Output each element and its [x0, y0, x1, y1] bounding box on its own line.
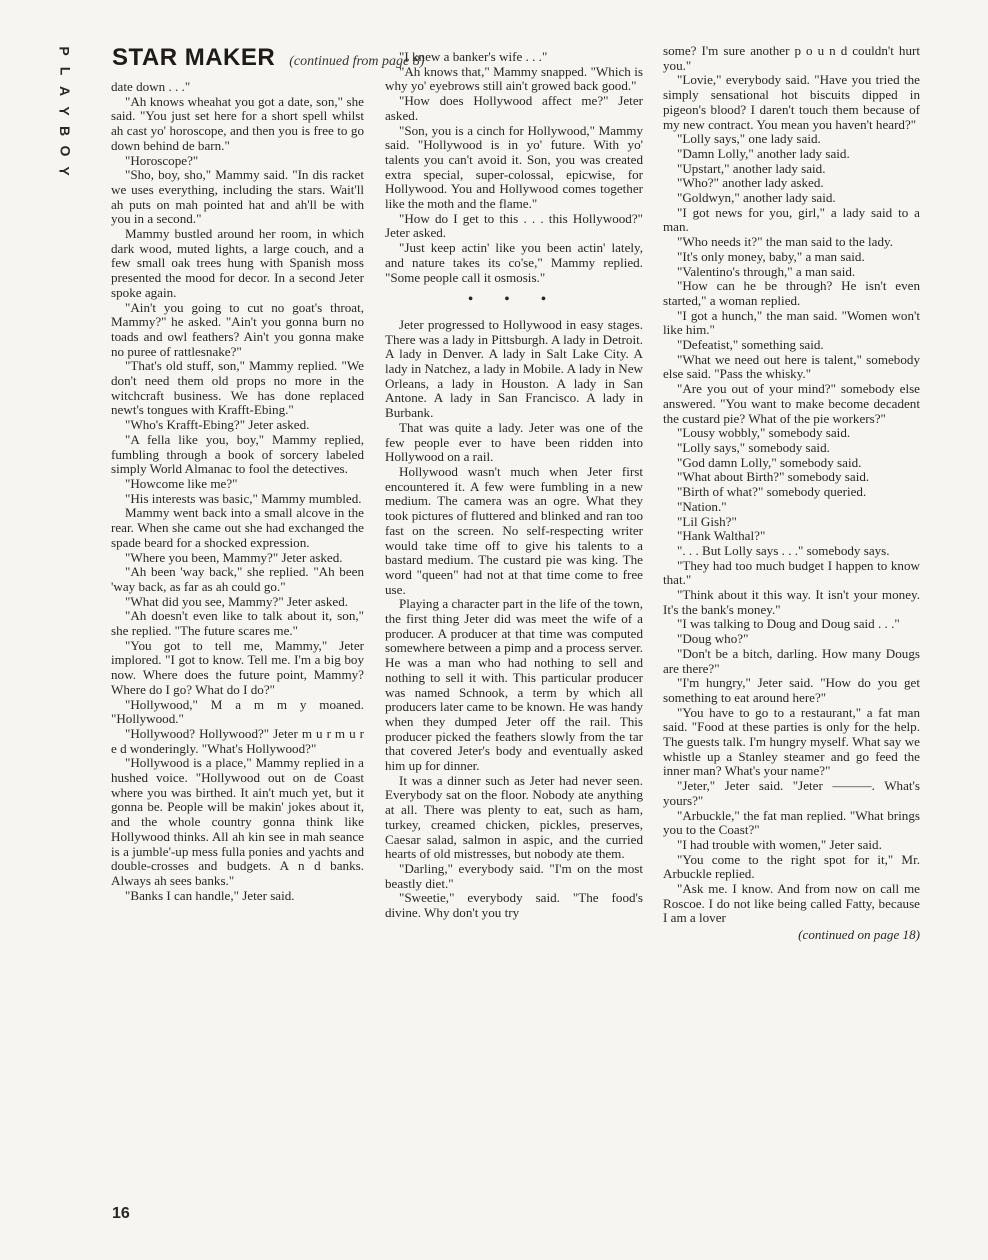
paragraph: "How can he be through? He isn't even started," a woman replied. — [663, 278, 920, 308]
paragraph: "Who's Krafft-Ebing?" Jeter asked. — [125, 417, 310, 433]
paragraph: "I was talking to Doug and Doug said . . ." — [677, 616, 900, 632]
paragraph: "You come to the right spot for it," Mr. Arbuckle replied. — [663, 851, 920, 882]
paragraph: ". . . But Lolly says . . ." somebody says. — [677, 542, 890, 558]
paragraph: "What did you see, Mammy?" Jeter asked. — [125, 593, 349, 609]
side-letter: A — [57, 85, 73, 97]
side-letter: O — [56, 145, 73, 157]
paragraph: "Who?" another lady asked. — [677, 175, 824, 191]
paragraph: "I had trouble with women," Jeter said. — [677, 836, 882, 852]
paragraph: "You have to go to a restaurant," a fat man said. "Food at these parties is only for the help. The guests talk. I'm hungry myself. What say we whistle up a Stanley steamer and go feed the inner man? What's your name?" — [663, 704, 920, 779]
paragraph: "Defeatist," something said. — [677, 337, 824, 353]
continued-on-note: (continued on page 18) — [798, 927, 920, 943]
paragraph: "God damn Lolly," somebody said. — [677, 454, 862, 470]
section-separator: • • • — [468, 292, 560, 308]
paragraph: "Arbuckle," the fat man replied. "What brings you to the Coast?" — [663, 807, 920, 838]
paragraph: "Are you out of your mind?" somebody else answered. "You want to make become decadent the custard pie? What of the pie workers?" — [663, 381, 920, 426]
paragraph: "Hank Walthal?" — [677, 528, 766, 544]
paragraph: It was a dinner such as Jeter had never seen. Everybody sat on the floor. Nobody ate anything at all. There was plenty to eat, such as ham, turkey, creamed chicken, pickles, preserves, Caesar salad, salmon in aspic, and the curried hearts of old mistresses, but nobody ate them. — [385, 772, 643, 862]
paragraph: "That's old stuff, son," Mammy replied. "We don't need them old props no more in the witchcraft business. We has done replaced newt's tongues with Krafft-Ebing." — [111, 358, 364, 418]
paragraph: "I got news for you, girl," a lady said to a man. — [663, 204, 920, 235]
side-letter: P — [57, 46, 73, 56]
paragraph: "I got a hunch," the man said. "Women won't like him." — [663, 307, 920, 338]
paragraph: "Ask me. I know. And from now on call me Roscoe. I do not like being called Fatty, because I am a lover — [663, 881, 920, 926]
side-letter: Y — [57, 166, 73, 176]
paragraph: "Don't be a bitch, darling. How many Dougs are there?" — [663, 645, 920, 676]
paragraph: "I knew a banker's wife . . ." — [399, 49, 548, 64]
continued-from-note: (continued from page 8) — [289, 54, 425, 69]
paragraph: "Son, you is a cinch for Hollywood," Mammy said. "Hollywood is in yo' future. With yo' talents you can't avoid it. Son, you was created extra special, super-colossal, epicwise, for Hollywood. You and Hollywood comes together like the moth and the flame." — [385, 122, 643, 212]
paragraph: "Lolly says," one lady said. — [677, 131, 821, 147]
paragraph: "Ah knows that," Mammy snapped. "Which is why yo' eyebrows still ain't growed back good." — [385, 63, 643, 94]
text-column-3 — [663, 44, 920, 943]
paragraph: "Lil Gish?" — [677, 513, 737, 529]
paragraph: "What about Birth?" somebody said. — [677, 469, 870, 485]
paragraph: That was quite a lady. Jeter was one of the few people ever to have been ridden into Hollywood on a rail. — [385, 419, 643, 465]
paragraph: "Lousy wobbly," somebody said. — [677, 425, 851, 441]
paragraph: "Ain't you going to cut no goat's throat, Mammy?" he asked. "Ain't you gonna burn no toads and owl feathers? Ain't you gonna make no puree of rattlesnake?" — [111, 299, 364, 359]
paragraph: date down . . ." — [111, 79, 191, 94]
paragraph: "Lovie," everybody said. "Have you tried the simply sensational hot biscuits dipped in pigeon's blood? I daren't touch them because of my new contract. You mean you haven't heard?" — [663, 72, 920, 132]
paragraph: "What we need out here is talent," somebody else said. "Pass the whisky." — [663, 351, 920, 382]
paragraph: "It's only money, baby," a man said. — [677, 248, 865, 264]
paragraph: "Just keep actin' like you been actin' lately, and nature takes its co'se," Mammy replied. "Some people call it osmosis." — [385, 240, 643, 285]
paragraph: "Sweetie," everybody said. "The food's divine. Why don't you try — [385, 890, 643, 921]
paragraph: "You got to tell me, Mammy," Jeter implored. "I got to know. Tell me. I'm a big boy now. Where does the future point, Mammy? Where do I go? What do I do?" — [111, 637, 364, 697]
paragraph: "His interests was basic," Mammy mumbled. — [125, 490, 362, 506]
side-letter: Y — [57, 106, 73, 116]
paragraph: "Where you been, Mammy?" Jeter asked. — [125, 549, 343, 565]
paragraph: "Damn Lolly," another lady said. — [677, 145, 850, 161]
paragraph: "Hollywood is a place," Mammy replied in a hushed voice. "Hollywood out on de Coast where you was birthed. It ain't much yet, but it gonna be. People will be makin' jokes about it, and the whole country gonna think like Hollywood thinks. All ah kin see in mah seance is a jumble'-up mess fulla ponies and yachts and double-crosses and budgets. A n d banks. Always ah sees banks." — [111, 755, 364, 888]
paragraph: "Nation." — [677, 498, 727, 514]
paragraph: Jeter progressed to Hollywood in easy stages. There was a lady in Pittsburgh. A lady in Detroit. A lady in Denver. A lady in Salt Lake City. A lady in Natchez, a lady in Mobile. A lady in New Orleans, a lady in Houston. A lady in San Antone. A lady in San Francisco. A lady in Burbank. — [385, 316, 643, 421]
article-title: STAR MAKER — [112, 44, 276, 71]
paragraph: "Who needs it?" the man said to the lady. — [677, 234, 894, 250]
paragraph: "Lolly says," somebody said. — [677, 439, 830, 455]
paragraph: "Think about it this way. It isn't your money. It's the bank's money." — [663, 587, 920, 617]
paragraph: "They had too much budget I happen to know that." — [663, 557, 920, 588]
article-header — [112, 44, 424, 72]
text-column-1 — [111, 80, 364, 903]
magazine-side-label — [56, 44, 74, 178]
paragraph: "Howcome like me?" — [125, 475, 238, 491]
paragraph: "How do I get to this . . . this Hollywood?" Jeter asked. — [385, 210, 643, 241]
paragraph: "Hollywood? Hollywood?" Jeter m u r m u r e d wonderingly. "What's Hollywood?" — [111, 725, 364, 756]
paragraph: Mammy bustled around her room, in which dark wood, muted lights, a large couch, and a few small oak trees hung with Spanish moss presented the mood for decor. In a second Jeter spoke again. — [111, 226, 364, 300]
paragraph: "Horoscope?" — [125, 152, 199, 168]
paragraph: Playing a character part in the life of the town, the first thing Jeter did was meet the wife of a producer. A producer at that time was computed somewhere between a pimp and a process server. He was a man who had nothing to sell and nothing to sell it with. This particular producer was named Schnook, a term by which all producers later came to be known. He was handy when they dumped Jeter off the rail. This producer picked the feathers slowly from the tar that covered Jeter's body and eventually asked him up for dinner. — [385, 596, 643, 774]
paragraph: "How does Hollywood affect me?" Jeter asked. — [385, 93, 643, 123]
paragraph: "Birth of what?" somebody queried. — [677, 484, 867, 500]
paragraph: "Jeter," Jeter said. "Jeter ———. What's yours?" — [663, 778, 920, 808]
paragraph: Hollywood wasn't much when Jeter first encountered it. A few were fumbling in a new medium. The camera was an ogre. What they took pictures of fluttered and blinked and ran too fast on the screen. No self-respecting writer would take time off to give his talents to a bastard medium. The custard pie was king. The word "queen" had not at that time come to free use. — [385, 463, 643, 597]
paragraph: "I'm hungry," Jeter said. "How do you get something to eat around here?" — [663, 675, 920, 705]
paragraph: some? I'm sure another p o u n d couldn't hurt you." — [663, 43, 920, 73]
paragraph: "Ah knows wheahat you got a date, son," she said. "You just set here for a short spell whilst ah cast yo' horoscope, and then you is free to go down behind de barn." — [111, 93, 364, 153]
paragraph: "Darling," everybody said. "I'm on the most beastly diet." — [385, 860, 643, 891]
side-letter: B — [57, 125, 73, 137]
paragraph: "Upstart," another lady said. — [677, 160, 826, 176]
paragraph: "Valentino's through," a man said. — [677, 263, 856, 279]
paragraph: "Banks I can handle," Jeter said. — [125, 887, 295, 903]
text-column-2 — [385, 50, 643, 921]
side-letter: L — [57, 66, 73, 76]
paragraph: "Doug who?" — [677, 631, 749, 647]
paragraph: "Hollywood," M a m m y moaned. "Hollywood." — [111, 696, 364, 727]
paragraph: "Ah been 'way back," she replied. "Ah been 'way back, as far as ah could go." — [111, 564, 364, 594]
paragraph: "A fella like you, boy," Mammy replied, fumbling through a book of sorcery labeled simply World Almanac to fool the detectives. — [111, 431, 364, 477]
paragraph: "Ah doesn't even like to talk about it, son," she replied. "The future scares me." — [111, 608, 364, 639]
paragraph: "Goldwyn," another lady said. — [677, 190, 836, 206]
paragraph: Mammy went back into a small alcove in the rear. When she came out she had exchanged the spade beard for a shocked expression. — [111, 505, 364, 550]
page-number: 16 — [112, 1205, 130, 1222]
paragraph: "Sho, boy, sho," Mammy said. "In dis racket we uses everything, including the stars. Wait'll ah puts on mah pointed hat and ah'll be with you in a second." — [111, 167, 364, 227]
